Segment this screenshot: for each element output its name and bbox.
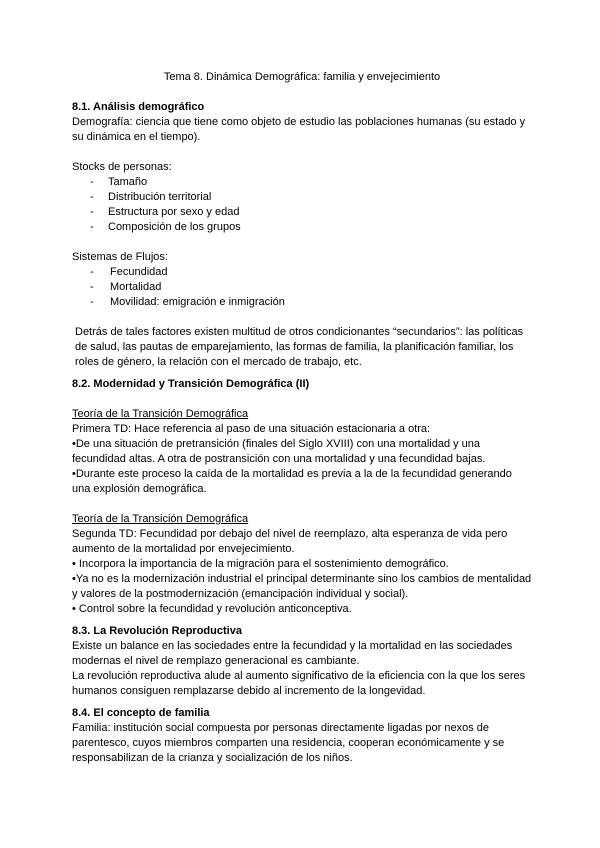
document-title: Tema 8. Dinámica Demográfica: familia y envejecimiento: [163, 71, 441, 83]
reproductive-paragraph-1: Existe un balance en las sociedades entre la fecundidad y la mortalidad en las sociedades modernas el nivel de remplazo generacional es cambiante.: [72, 640, 513, 667]
list-item: - Movilidad: emigración e inmigración: [72, 295, 532, 310]
factors-paragraph: Detrás de tales factores existen multitud de otros condicionantes “secundarios”: las políticas de salud, las pautas de emparejamiento, las formas de familia, la planificación familiar, los roles de género, la relación con el mercado de trabajo, etc.: [75, 326, 524, 368]
td2-line: Segunda TD: Fecundidad por debajo del nivel de reemplazo, alta esperanza de vida pero aumento de la mortalidad por envejecimiento.: [72, 528, 508, 555]
td1-line: •De una situación de pretransición (finales del Siglo XVIII) con una mortalidad y una fecundidad altas. A otra de postransición con una mortalidad y una fecundidad bajas.: [72, 438, 486, 465]
td1-title: Teoría de la Transición Demográfica: [72, 408, 249, 420]
section-heading-8-2: 8.2. Modernidad y Transición Demográfica (II): [72, 378, 310, 390]
td1-line: •Durante este proceso la caída de la mortalidad es previa a la de la fecundidad generando una explosión demográfica.: [72, 468, 512, 495]
family-definition: Familia: institución social compuesta por personas directamente ligadas por nexos de parentesco, cuyos miembros comparten una residencia, cooperan económicamente y se responsabilizan de la crianza y socialización de los niños.: [72, 722, 505, 764]
td2-line: •Ya no es la modernización industrial el principal determinante sino los cambios de mentalidad y valores de la postmodernización (emancipación individual y social).: [72, 573, 532, 600]
list-item: - Composición de los grupos: [72, 220, 532, 235]
stocks-label: Stocks de personas:: [72, 161, 172, 173]
list-item: - Mortalidad: [72, 280, 532, 295]
flows-list: [72, 265, 532, 310]
document-body: [72, 70, 532, 766]
demography-definition: Demografía: ciencia que tiene como objeto de estudio las poblaciones humanas (su estado y su dinámica en el tiempo).: [72, 116, 526, 143]
td1-line: Primera TD: Hace referencia al paso de una situación estacionaria a otra:: [72, 423, 431, 435]
td2-line: • Incorpora la importancia de la migración para el sostenimiento demográfico.: [72, 558, 449, 570]
td2-title: Teoría de la Transición Demográfica: [72, 513, 249, 525]
section-heading-8-3: 8.3. La Revolución Reproductiva: [72, 625, 242, 637]
reproductive-paragraph-2: La revolución reproductiva alude al aumento significativo de la eficiencia con la que los seres humanos consiguen remplazarse debido al incremento de la longevidad.: [72, 670, 526, 697]
flows-label: Sistemas de Flujos:: [72, 251, 168, 263]
section-heading-8-1: 8.1. Análisis demográfico: [72, 101, 205, 113]
list-item: - Distribución territorial: [72, 190, 532, 205]
list-item: - Estructura por sexo y edad: [72, 205, 532, 220]
stocks-list: [72, 175, 532, 235]
td2-line: • Control sobre la fecundidad y revolución anticonceptiva.: [72, 603, 352, 615]
list-item: - Tamaño: [72, 175, 532, 190]
list-item: - Fecundidad: [72, 265, 532, 280]
section-heading-8-4: 8.4. El concepto de familia: [72, 707, 210, 719]
